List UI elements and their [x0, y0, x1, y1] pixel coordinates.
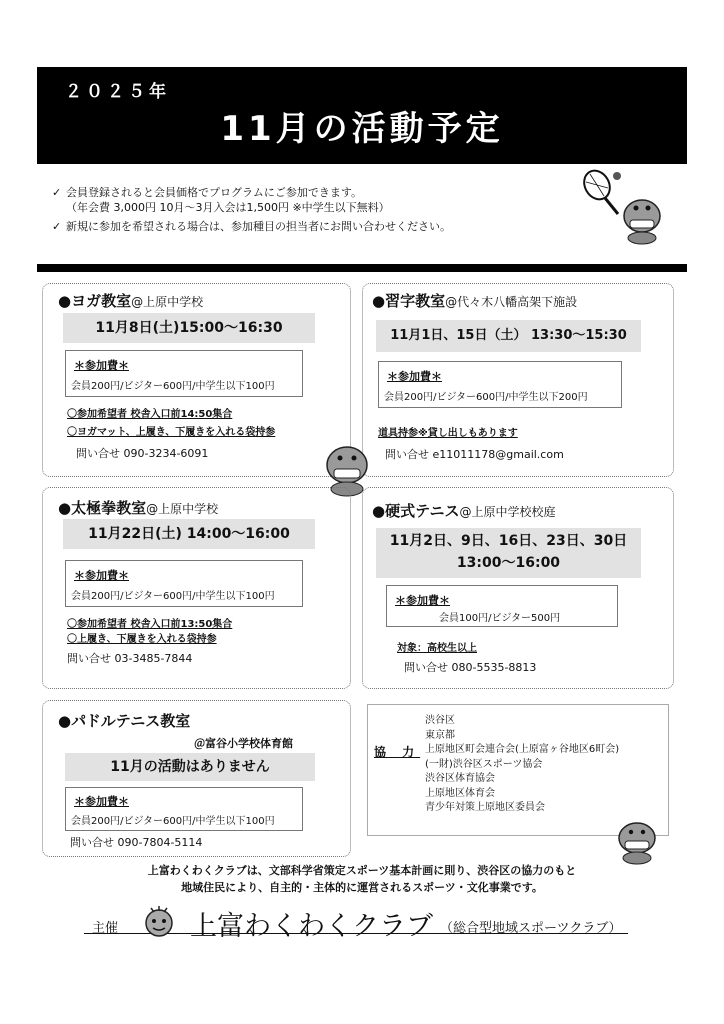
shuji-date: 11月1日、15日（土） 13:30～15:30 [376, 320, 641, 352]
cooperation-label: 協 力 [374, 745, 421, 759]
club-mascot-icon [142, 904, 176, 938]
shuji-title: ●習字教室@代々木八幡高架下施設 [372, 292, 578, 310]
section-divider [37, 264, 687, 272]
org-item: 渋谷区体育協会 [425, 773, 495, 784]
paddle-venue: ＠富谷小学校体育館 [194, 737, 293, 750]
hippo-mascot-icon [614, 820, 660, 866]
org-item: 上原地区体育会 [425, 787, 495, 799]
org-item: 渋谷区 [425, 715, 455, 726]
note-line-1: ✓ 会員登録されると会員価格でプログラムにご参加できます。 [52, 186, 363, 199]
org-item: 上原地区町会連合会(上原富ヶ谷地区6町会) [425, 744, 620, 755]
club-type: （総合型地域スポーツクラブ） [440, 921, 622, 936]
shuji-fee-box: ＊参加費＊ 会員200円/ビジター600円/中学生以下200円 [378, 361, 622, 408]
paddle-fee-box: ＊参加費＊ 会員200円/ビジター600円/中学生以下100円 [65, 787, 303, 831]
page-title: 11月の活動予定 [220, 109, 504, 149]
membership-notes [52, 185, 451, 234]
taikyoku-note-2: 〇上履き、下履きを入れる袋持参 [67, 634, 217, 645]
shuji-contact: 問い合せ e11011178@gmail.com [385, 448, 564, 461]
tennis-target: 対象：高校生以上 [397, 643, 477, 654]
yoga-fee-box: ＊参加費＊ 会員200円/ビジター600円/中学生以下100円 [65, 350, 303, 397]
note-line-3: ✓ 新規に参加を希望される場合は、参加種目の担当者にお問い合わせください。 [52, 220, 451, 233]
header-banner [37, 67, 687, 164]
tennis-contact: 問い合せ 080-5535-8813 [404, 661, 537, 674]
mission-line-1: 上富わくわくクラブは、文部科学省策定スポーツ基本計画に則り、渋谷区の協力のもと [147, 864, 577, 877]
check-icon: ✓ [52, 186, 62, 199]
org-item: (一財)渋谷区スポーツ協会 [425, 758, 543, 770]
shuji-note-1: 道具持参※貸し出しもあります [378, 428, 518, 439]
tennis-date: 11月2日、9日、16日、23日、30日 13:00～16:00 [376, 528, 641, 578]
note-line-2: （年会費 3,000円 10月～3月入会は1,500円 ※中学生以下無料） [66, 201, 390, 214]
tennis-title: ●硬式テニス@上原中学校校庭 [372, 502, 556, 520]
yoga-note-1: 〇参加希望者 校舎入口前14:50集合 [67, 409, 233, 420]
tennis-fee-box: ＊参加費＊ 会員100円/ビジター500円 [386, 585, 618, 627]
taikyoku-fee-box: ＊参加費＊ 会員200円/ビジター600円/中学生以下100円 [65, 560, 303, 607]
host-label: 主催 [92, 921, 119, 936]
yoga-note-2: 〇ヨガマット、上履き、下履きを入れる袋持参 [67, 427, 276, 438]
tennis-hippo-icon [580, 168, 670, 248]
check-icon: ✓ [52, 220, 62, 233]
taikyoku-contact: 問い合せ 03-3485-7844 [67, 652, 193, 665]
year-label: ２０２５年 [65, 82, 170, 102]
paddle-title: ●パドルテニス教室 [58, 712, 191, 730]
yoga-title: ●ヨガ教室@上原中学校 [58, 292, 204, 310]
taikyoku-title: ●太極拳教室@上原中学校 [58, 499, 219, 517]
cooperation-org-list [425, 714, 619, 816]
paddle-date: 11月の活動はありません [65, 753, 315, 781]
taikyoku-note-1: 〇参加希望者 校舎入口前13:50集合 [67, 619, 233, 630]
club-name: 上富わくわくクラブ [190, 911, 433, 942]
yoga-date: 11月8日(土)15:00～16:30 [63, 313, 315, 343]
org-item: 東京都 [425, 729, 455, 741]
yoga-contact: 問い合せ 090-3234-6091 [76, 447, 209, 460]
mission-line-2: 地域住民により、自主的・主体的に運営されるスポーツ・文化事業です。 [181, 881, 543, 894]
taikyoku-date: 11月22日(土) 14:00～16:00 [63, 519, 315, 549]
org-item: 青少年対策上原地区委員会 [425, 802, 545, 813]
paddle-contact: 問い合せ 090-7804-5114 [70, 836, 203, 849]
